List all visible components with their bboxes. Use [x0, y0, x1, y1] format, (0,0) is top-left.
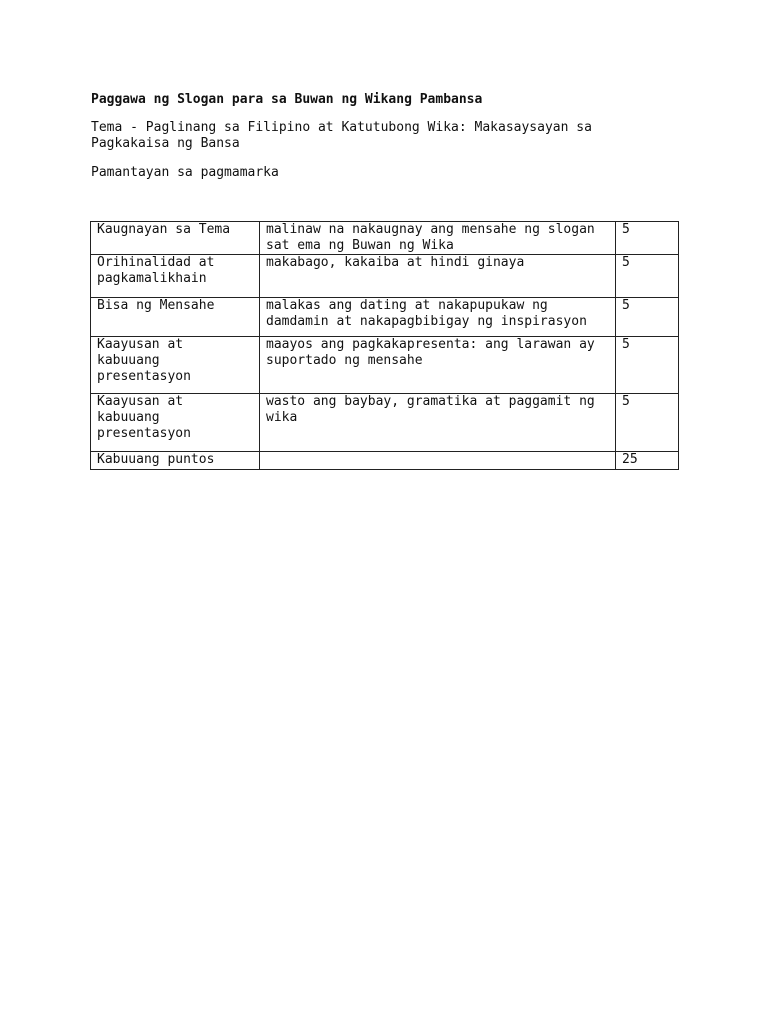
table-row	[91, 298, 679, 337]
total-points-cell: 25	[616, 452, 679, 470]
description-cell: wasto ang baybay, gramatika at paggamit ng wika	[260, 394, 616, 452]
criterion-cell: Kaugnayan sa Tema	[91, 222, 260, 255]
criterion-cell: Bisa ng Mensahe	[91, 298, 260, 337]
points-cell: 5	[616, 222, 679, 255]
description-cell: malakas ang dating at nakapupukaw ng damdamin at nakapagbibigay ng inspirasyon	[260, 298, 616, 337]
description-cell: maayos ang pagkakapresenta: ang larawan ay suportado ng mensahe	[260, 337, 616, 394]
criterion-cell: Orihinalidad at pagkamalikhain	[91, 255, 260, 298]
total-description-cell	[260, 452, 616, 470]
criterion-cell: Kaayusan at kabuuang presentasyon	[91, 394, 260, 452]
points-cell: 5	[616, 298, 679, 337]
table-row	[91, 337, 679, 394]
table-row	[91, 255, 679, 298]
total-label-cell: Kabuuang puntos	[91, 452, 260, 470]
criterion-cell: Kaayusan at kabuuang presentasyon	[91, 337, 260, 394]
description-cell: malinaw na nakaugnay ang mensahe ng slogan sat ema ng Buwan ng Wika	[260, 222, 616, 255]
table-row	[91, 222, 679, 255]
table-row	[91, 394, 679, 452]
theme-text: Tema - Paglinang sa Filipino at Katutubong Wika: Makasaysayan sa Pagkakaisa ng Bansa	[91, 120, 592, 151]
total-row	[91, 452, 679, 470]
points-cell: 5	[616, 337, 679, 394]
document-title: Paggawa ng Slogan para sa Buwan ng Wikang Pambansa	[91, 92, 483, 107]
points-cell: 5	[616, 394, 679, 452]
rubric-table	[90, 221, 679, 470]
points-cell: 5	[616, 255, 679, 298]
description-cell: makabago, kakaiba at hindi ginaya	[260, 255, 616, 298]
criteria-heading: Pamantayan sa pagmamarka	[91, 165, 279, 180]
